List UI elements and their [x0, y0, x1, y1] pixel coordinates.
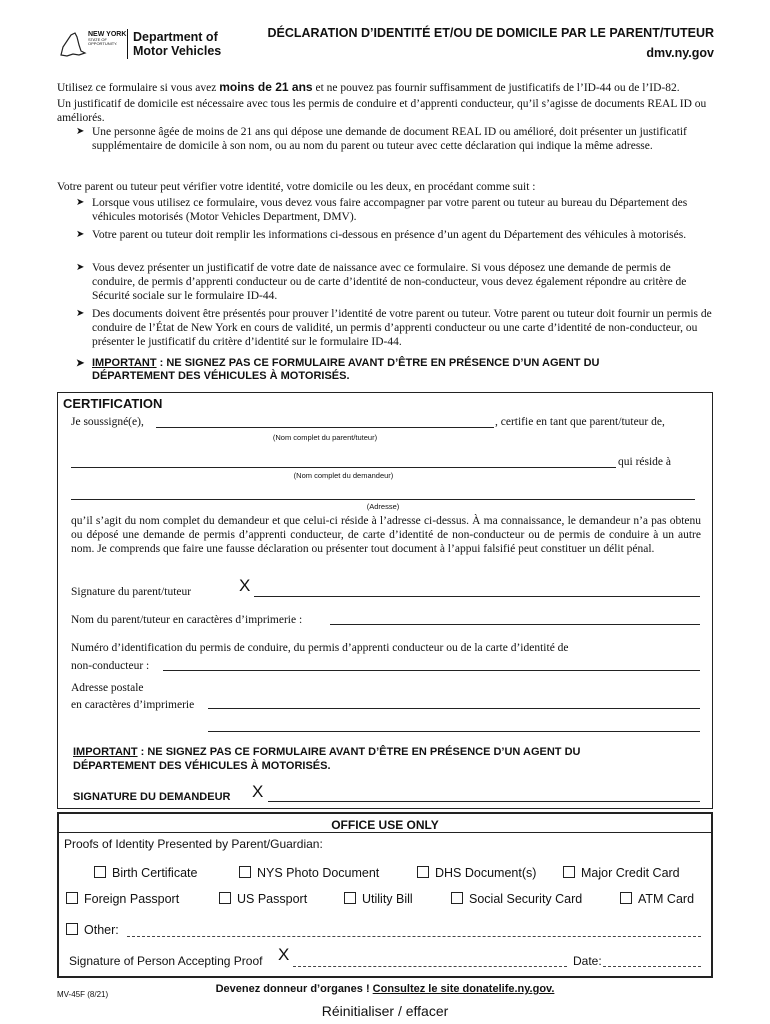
- checkbox-social-security-card[interactable]: Social Security Card: [451, 892, 582, 906]
- checkbox-us-passport[interactable]: US Passport: [219, 892, 307, 906]
- parent-signature-field[interactable]: [254, 596, 700, 597]
- logo-department-name: Department of Motor Vehicles: [133, 30, 222, 58]
- form-title: DÉCLARATION D’IDENTITÉ ET/OU DE DOMICILE PAR LE PARENT/TUTEUR: [267, 26, 714, 40]
- applicant-signature-x-mark: X: [252, 782, 264, 801]
- intro-paragraph-residence: Un justificatif de domicile est nécessaire avec tous les permis de conduire et d’apprenti conducteur, qu’il s’agisse de documents REAL ID ou améliorés.: [57, 98, 707, 124]
- intro-paragraph-age: Utilisez ce formulaire si vous avez moins de 21 ans et ne pouvez pas fournir suffisamment de justificatifs de l’ID-44 ou de l’ID-82.: [57, 80, 680, 94]
- certification-heading: CERTIFICATION: [63, 396, 163, 411]
- applicant-name-caption: (Nom complet du demandeur): [293, 471, 394, 480]
- checkbox-dhs-documents[interactable]: DHS Document(s): [417, 866, 536, 880]
- undersigned-label: Je soussigné(e),: [71, 416, 144, 428]
- address-field[interactable]: [71, 499, 695, 500]
- checkbox-major-credit-card[interactable]: Major Credit Card: [563, 866, 680, 880]
- mailing-address-field-1[interactable]: [208, 708, 700, 709]
- intro-bullet-accompany: ➤ Lorsque vous utilisez ce formulaire, vous devez vous faire accompagner par votre parent ou tuteur au bureau du Département des véhicules motorisés (Motor Vehicles Department, DMV).: [76, 197, 688, 223]
- resides-label: qui réside à: [618, 456, 672, 468]
- intro-bullet-parent-docs: ➤ Des documents doivent être présentés pour prouver l’identité de votre parent ou tuteur. Votre parent ou tuteur doit fournir un permis de conduire de l’État de New York en cours de validité, un permis d’apprenti conducteur ou une carte d’identité de non-conducteur, ou présenter le justificatif du critère d’identité sur le formulaire ID-44.: [76, 308, 712, 348]
- intro-bullet-fill-info: ➤ Votre parent ou tuteur doit remplir les informations ci-dessous en présence d’un agent du Département des véhicules à motorisés.: [76, 229, 687, 241]
- checkbox-birth-certificate[interactable]: Birth Certificate: [94, 866, 197, 880]
- form-id: MV-45F (8/21): [57, 990, 109, 999]
- certification-section: [57, 392, 713, 809]
- proofs-label: Proofs of Identity Presented by Parent/Guardian:: [64, 837, 323, 851]
- signature-x-mark: X: [239, 576, 251, 595]
- new-york-state-map-icon: [55, 29, 87, 61]
- arrow-bullet-icon: ➤: [76, 229, 85, 240]
- reset-button[interactable]: Réinitialiser / effacer: [321, 1003, 449, 1019]
- organ-donor-notice: Devenez donneur d’organes ! Consultez le site donatelife.ny.gov.: [215, 983, 555, 995]
- dmv-logo: [55, 27, 225, 65]
- logo-state-text: NEW YORK STATE OF OPPORTUNITY.: [88, 31, 127, 46]
- mailing-address-label-cont: en caractères d’imprimerie: [71, 699, 195, 711]
- certification-important-notice: IMPORTANT : NE SIGNEZ PAS CE FORMULAIRE AVANT D’ÊTRE EN PRÉSENCE D’UN AGENT DU DÉPARTEMENT DES VÉHICULES À MOTORISÉS.: [73, 746, 581, 772]
- other-field[interactable]: [127, 936, 701, 937]
- parent-name-field[interactable]: [156, 427, 494, 428]
- donatelife-link[interactable]: Consultez le site donatelife.ny.gov.: [372, 983, 555, 995]
- id-number-label-cont: non-conducteur :: [71, 660, 150, 672]
- website-link[interactable]: dmv.ny.gov: [646, 46, 714, 60]
- parent-signature-label: Signature du parent/tuteur: [71, 586, 192, 598]
- intro-important-notice: ➤ IMPORTANT : NE SIGNEZ PAS CE FORMULAIRE AVANT D’ÊTRE EN PRÉSENCE D’UN AGENT DU DÉPARTEMENT DES VÉHICULES À MOTORISÉS.: [76, 357, 600, 382]
- parent-print-name-label: Nom du parent/tuteur en caractères d’imprimerie :: [71, 614, 303, 626]
- accepting-signature-label: Signature of Person Accepting Proof: [69, 954, 263, 968]
- mailing-address-field-2[interactable]: [208, 731, 700, 732]
- certification-statement: qu’il s’agit du nom complet du demandeur et que celui-ci réside à l’adresse ci-dessus. À ma connaissance, le demandeur n’a pas obtenu ou déposé une demande de permis d’apprenti conducteur, de carte d’identité de non-conducteur ou de permis de conduire à un autre nom. Je comprends que faire une fausse déclaration ou présenter tout document à l’appui falsifié peut constituer un délit pénal.: [71, 515, 701, 555]
- mailing-address-label: Adresse postale: [71, 682, 144, 694]
- accepting-signature-x-mark: X: [278, 945, 290, 964]
- parent-name-caption: (Nom complet du parent/tuteur): [272, 433, 378, 442]
- parent-print-name-field[interactable]: [330, 624, 700, 625]
- checkbox-nys-photo-document[interactable]: NYS Photo Document: [239, 866, 379, 880]
- accepting-signature-field[interactable]: [293, 966, 567, 967]
- office-heading-divider: [59, 832, 711, 833]
- intro-bullet-real-id: ➤ Une personne âgée de moins de 21 ans qui dépose une demande de document REAL ID ou amélioré, doit présenter un justificatif supplémentaire de domicile à son nom, ou au nom du parent ou tuteur avec cette déclaration qui indique la même adresse.: [76, 126, 687, 152]
- arrow-bullet-icon: ➤: [76, 262, 85, 273]
- arrow-bullet-icon: ➤: [76, 358, 85, 369]
- date-field[interactable]: [603, 966, 701, 967]
- id-number-label: Numéro d’identification du permis de conduire, du permis d’apprenti conducteur ou de la carte d’identité de: [71, 642, 569, 654]
- logo-divider: [127, 29, 128, 59]
- certify-label: , certifie en tant que parent/tuteur de,: [495, 416, 665, 428]
- office-use-section: [57, 812, 713, 978]
- applicant-name-field[interactable]: [71, 467, 616, 468]
- checkbox-utility-bill[interactable]: Utility Bill: [344, 892, 413, 906]
- intro-paragraph-verify: Votre parent ou tuteur peut vérifier votre identité, votre domicile ou les deux, en procédant comme suit :: [57, 181, 536, 193]
- intro-bullet-birth-proof: ➤ Vous devez présenter un justificatif de votre date de naissance avec ce formulaire. Si vous déposez une demande de permis de conduire, de permis d’apprenti conducteur ou de carte d’identité de non-conducteur, vous devez également répondre au critère de Sécurité sociale sur le formulaire ID-44.: [76, 262, 687, 302]
- date-label: Date:: [573, 954, 602, 968]
- checkbox-other[interactable]: Other:: [66, 923, 119, 937]
- office-use-heading: OFFICE USE ONLY: [331, 818, 439, 832]
- arrow-bullet-icon: ➤: [76, 126, 85, 137]
- applicant-signature-field[interactable]: [268, 801, 700, 802]
- arrow-bullet-icon: ➤: [76, 197, 85, 208]
- checkbox-foreign-passport[interactable]: Foreign Passport: [66, 892, 179, 906]
- checkbox-atm-card[interactable]: ATM Card: [620, 892, 694, 906]
- arrow-bullet-icon: ➤: [76, 308, 85, 319]
- id-number-field[interactable]: [163, 670, 700, 671]
- applicant-signature-label: SIGNATURE DU DEMANDEUR: [73, 791, 231, 803]
- address-caption: (Adresse): [366, 502, 400, 511]
